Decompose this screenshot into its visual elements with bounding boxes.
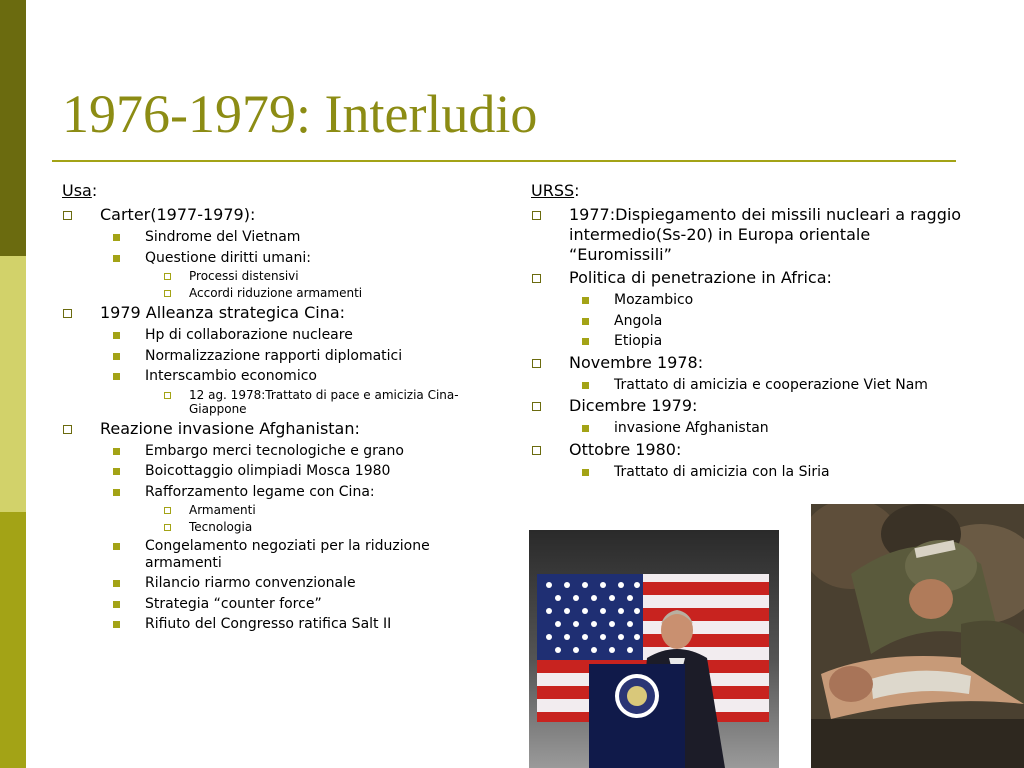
- slide-title: 1976-1979: Interludio: [62, 84, 538, 144]
- urss-heading: [531, 180, 971, 202]
- bullet-china-alliance: 1979 Alleanza strategica Cina:: [62, 303, 502, 323]
- bullet-embargo: Embargo merci tecnologiche e grano: [62, 443, 502, 460]
- bullet-economic-exchange: Interscambio economico: [62, 368, 502, 385]
- title-divider: [52, 160, 956, 162]
- soldiers-photo: [811, 504, 1024, 768]
- carter-flag-photo: [529, 530, 779, 768]
- bullet-euromissili: 1977:Dispiegamento dei missili nucleari a raggio intermedio(Ss-20) in Europa orientale “Euromissili”: [531, 205, 971, 265]
- bullet-syria-treaty: Trattato di amicizia con la Siria: [531, 464, 971, 481]
- side-bar-top: [0, 0, 26, 256]
- bullet-olympic-boycott: Boicottaggio olimpiadi Mosca 1980: [62, 463, 502, 480]
- bullet-technology: Tecnologia: [62, 520, 502, 534]
- bullet-africa-policy: Politica di penetrazione in Africa:: [531, 268, 971, 288]
- urss-column: [531, 180, 971, 480]
- usa-column: [62, 180, 502, 633]
- urss-heading-label: URSS: [531, 181, 575, 200]
- bullet-october-1980: Ottobre 1980:: [531, 440, 971, 460]
- bullet-diplomatic-normalization: Normalizzazione rapporti diplomatici: [62, 348, 502, 365]
- bullet-vietnam-treaty: Trattato di amicizia e cooperazione Viet Nam: [531, 377, 971, 394]
- usa-heading: [62, 180, 502, 202]
- bullet-china-japan-treaty: 12 ag. 1978:Trattato di pace e amicizia Cina-Giappone: [62, 388, 502, 416]
- urss-heading-suffix: :: [574, 181, 580, 200]
- bullet-detente: Processi distensivi: [62, 269, 502, 283]
- bullet-afghanistan-invasion: invasione Afghanistan: [531, 420, 971, 437]
- bullet-human-rights: Questione diritti umani:: [62, 250, 502, 267]
- usa-heading-suffix: :: [91, 181, 98, 200]
- bullet-nuclear-collaboration: Hp di collaborazione nucleare: [62, 327, 502, 344]
- bullet-angola: Angola: [531, 313, 971, 330]
- bullet-november-1978: Novembre 1978:: [531, 353, 971, 373]
- usa-heading-label: Usa: [62, 181, 92, 200]
- soldiers-image: [811, 504, 1024, 768]
- side-bar-bottom: [0, 512, 26, 768]
- carter-flag-image: [529, 530, 779, 768]
- bullet-china-ties: Rafforzamento legame con Cina:: [62, 484, 502, 501]
- bullet-carter: Carter(1977-1979):: [62, 205, 502, 225]
- bullet-ethiopia: Etiopia: [531, 333, 971, 350]
- bullet-salt-ii: Rifiuto del Congresso ratifica Salt II: [62, 616, 502, 633]
- bullet-mozambique: Mozambico: [531, 292, 971, 309]
- bullet-conventional-rearmament: Rilancio riarmo convenzionale: [62, 575, 502, 592]
- bullet-armaments: Armamenti: [62, 503, 502, 517]
- bullet-vietnam-syndrome: Sindrome del Vietnam: [62, 229, 502, 246]
- bullet-negotiations-freeze: Congelamento negoziati per la riduzione armamenti: [62, 538, 502, 571]
- side-bar-middle: [0, 256, 26, 512]
- bullet-counter-force: Strategia “counter force”: [62, 596, 502, 613]
- bullet-arms-reduction: Accordi riduzione armamenti: [62, 286, 502, 300]
- bullet-afghanistan-reaction: Reazione invasione Afghanistan:: [62, 419, 502, 439]
- bullet-december-1979: Dicembre 1979:: [531, 396, 971, 416]
